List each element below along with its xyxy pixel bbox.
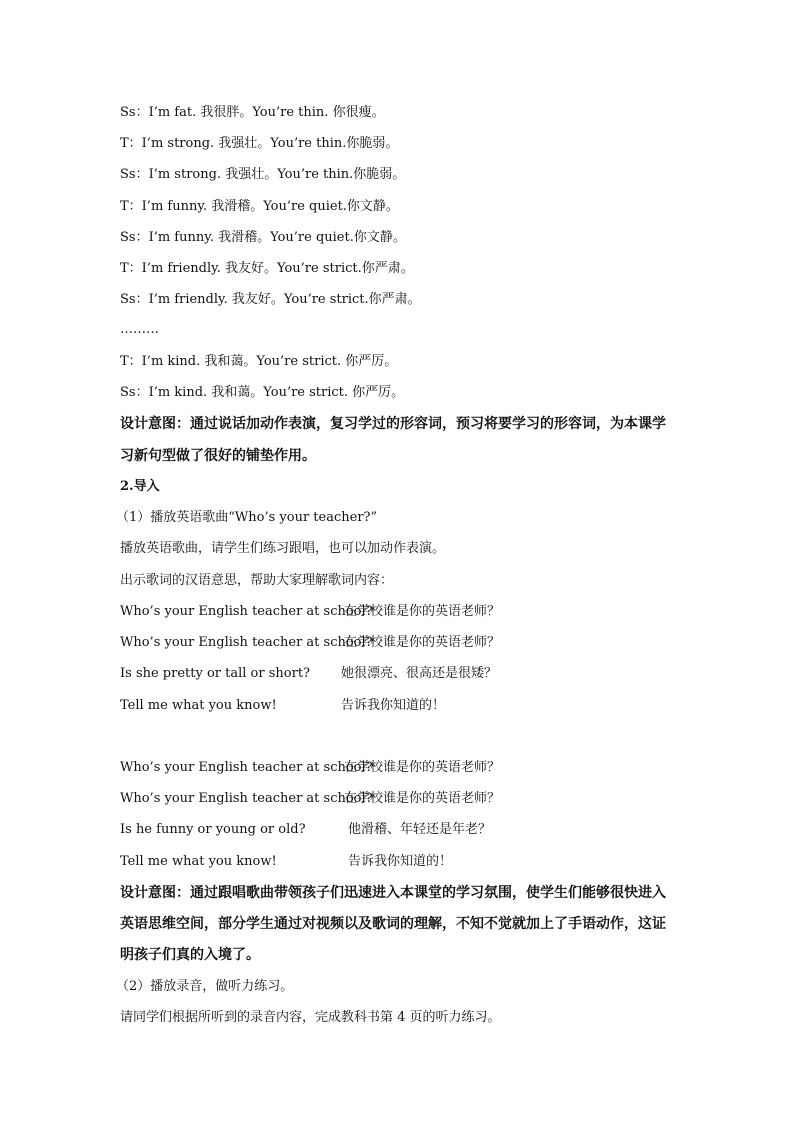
dialogue-line: Ss：I’m kind. 我和蔼。You’re strict. 你严厉。	[120, 385, 405, 400]
lyric-zh: 她很漂亮、很高还是很矮？	[341, 666, 498, 681]
paragraph: 播放英语歌曲，请学生们练习跟唱，也可以加动作表演。	[120, 541, 446, 556]
dialogue-line: T：I’m funny. 我滑稽。You’re quiet.你文静。	[120, 199, 399, 214]
lyric-en: Is she pretty or tall or short?	[120, 666, 311, 681]
dialogue-line: Ss：I’m funny. 我滑稽。You’re quiet.你文静。	[120, 230, 406, 245]
lyric-en: Is he funny or young or old?	[120, 822, 306, 837]
paragraph: 出示歌词的汉语意思，帮助大家理解歌词内容：	[120, 573, 394, 588]
lyric-zh: 在学校谁是你的英语老师？	[344, 791, 501, 806]
lyric-zh: 告诉我你知道的！	[348, 854, 453, 869]
lyric-en: Who’s your English teacher at school?	[120, 791, 373, 806]
paragraph: 请同学们根据所听到的录音内容，完成教科书第 4 页的听力练习。	[120, 1010, 501, 1025]
lyric-en: Tell me what you know!	[120, 854, 277, 869]
ellipsis-line: ………	[120, 322, 159, 337]
dialogue-line: T：I’m friendly. 我友好。You’re strict.你严肃。	[120, 261, 414, 276]
lyric-zh: 在学校谁是你的英语老师？	[344, 760, 501, 775]
lyric-zh: 告诉我你知道的！	[341, 698, 446, 713]
design-intent-1: 设计意图：通过说话加动作表演，复习学过的形容词，预习将要学习的形容词，为本课学	[120, 416, 666, 432]
design-intent-1-cont: 习新句型做了很好的铺垫作用。	[120, 448, 316, 464]
dialogue-line: T：I’m kind. 我和蔼。You’re strict. 你严厉。	[120, 354, 398, 369]
design-intent-2-cont: 英语思维空间，部分学生通过对视频以及歌词的理解，不知不觉就加上了手语动作，这证	[120, 916, 666, 932]
lyric-en: Who’s your English teacher at school?	[120, 604, 373, 619]
dialogue-line: Ss：I’m friendly. 我友好。You’re strict.你严肃。	[120, 292, 421, 307]
lyric-en: Who’s your English teacher at school?	[120, 635, 373, 650]
lyric-zh: 在学校谁是你的英语老师？	[344, 635, 501, 650]
subsection-title: （1）播放英语歌曲“Who’s your teacher?”	[116, 510, 378, 525]
section-heading: 2.导入	[120, 479, 160, 494]
lyric-zh: 在学校谁是你的英语老师？	[344, 604, 501, 619]
lyric-en: Who’s your English teacher at school?	[120, 760, 373, 775]
design-intent-2-cont: 明孩子们真的入境了。	[120, 947, 260, 963]
design-intent-2: 设计意图：通过跟唱歌曲带领孩子们迅速进入本课堂的学习氛围，使学生们能够很快进入	[120, 885, 666, 901]
dialogue-line: Ss：I’m strong. 我强壮。You’re thin.你脆弱。	[120, 167, 406, 182]
subsection-title: （2）播放录音，做听力练习。	[116, 979, 294, 994]
lyric-en: Tell me what you know!	[120, 698, 277, 713]
lyric-zh: 他滑稽、年轻还是年老？	[348, 822, 492, 837]
dialogue-line: Ss：I’m fat. 我很胖。You’re thin. 你很瘦。	[120, 105, 385, 120]
dialogue-line: T：I’m strong. 我强壮。You’re thin.你脆弱。	[120, 136, 399, 151]
